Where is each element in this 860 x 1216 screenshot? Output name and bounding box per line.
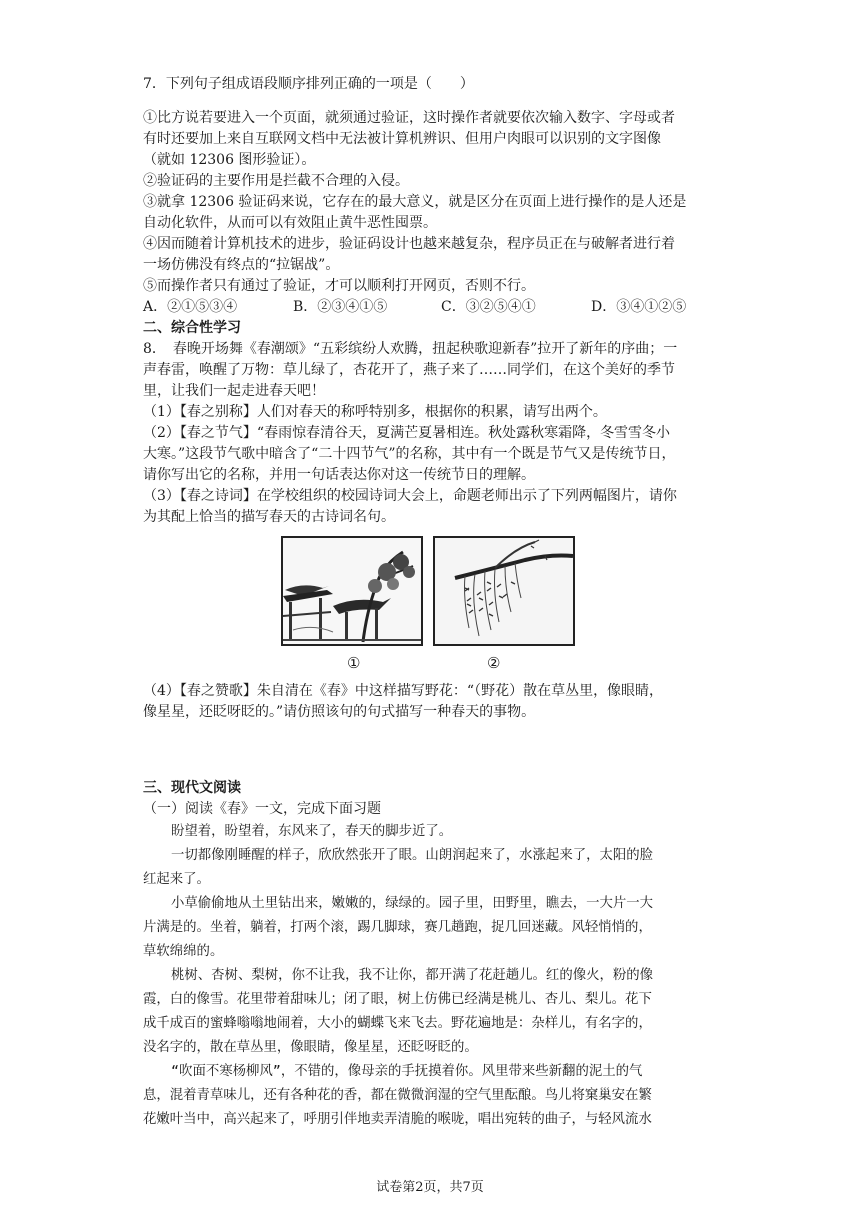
passage-line: 成千成百的蜜蜂嗡嗡地闹着，大小的蝴蝶飞来飞去。野花遍地是：杂样儿，有名字的， xyxy=(143,1016,652,1031)
question-7-title: 7．下列句子组成语段顺序排列正确的一项是（ ） xyxy=(143,76,474,92)
reading-instruction: （一）阅读《春》一文，完成下面习题 xyxy=(143,801,381,817)
q8-line: （1）【春之别称】人们对春天的称呼特别多，根据你的积累，请写出两个。 xyxy=(143,404,607,420)
q7-line: 一场仿佛没有终点的“拉锯战”。 xyxy=(143,257,340,273)
passage-line: 霞，白的像雪。花里带着甜味儿；闭了眼，树上仿佛已经满是桃儿、杏儿、梨儿。花下 xyxy=(143,992,652,1007)
passage-line: 片满是的。坐着，躺着，打两个滚，踢几脚球，赛几趟跑，捉几回迷藏。风轻悄悄的， xyxy=(143,920,652,935)
picture-label-2: ② xyxy=(487,654,501,672)
q8-line: 里，让我们一起走进春天吧！ xyxy=(143,383,325,399)
question-7-body xyxy=(143,108,718,297)
passage-line: 没名字的，散在草丛里，像眼睛，像星星，还眨呀眨的。 xyxy=(143,1040,478,1055)
q7-line: ④因而随着计算机技术的进步，验证码设计也越来越复杂，程序员正在与破解者进行着 xyxy=(143,236,675,252)
option-a: A．②①⑤③④ xyxy=(143,299,238,315)
passage-line: 息，混着青草味儿，还有各种花的香，都在微微润湿的空气里酝酿。鸟儿将窠巢安在繁 xyxy=(143,1088,652,1103)
passage-line: 草软绵绵的。 xyxy=(143,944,224,959)
page-footer: 试卷第2页，共7页 xyxy=(376,1180,484,1195)
q8-4-line: （4）【春之赞歌】朱自清在《春》中这样描写野花：“（野花）散在草丛里，像眼睛， xyxy=(143,683,664,699)
option-d: D．③④①②⑤ xyxy=(591,299,687,315)
passage-line: 小草偷偷地从土里钻出来，嫩嫩的，绿绿的。园子里，田野里，瞧去，一大片一大 xyxy=(171,896,654,911)
section-3-heading: 三、现代文阅读 xyxy=(143,780,241,796)
q7-line: ⑤而操作者只有通过了验证，才可以顺利打开网页，否则不行。 xyxy=(143,278,535,294)
exam-page xyxy=(143,74,718,1132)
question-8-part-4 xyxy=(143,681,718,723)
section-2-heading: 二、综合性学习 xyxy=(143,320,241,336)
q7-line: ②验证码的主要作用是拦截不合理的入侵。 xyxy=(143,173,409,189)
passage-line: 红起来了。 xyxy=(143,872,210,887)
passage-line: “吹面不寒杨柳风”，不错的，像母亲的手抚摸着你。风里带来些新翻的泥土的气 xyxy=(171,1064,643,1079)
q7-line: （就如 12306 图形验证）。 xyxy=(143,152,316,168)
passage-line: 花嫩叶当中，高兴起来了，呼朋引伴地卖弄清脆的喉咙，唱出宛转的曲子，与轻风流水 xyxy=(143,1112,652,1127)
picture-label-1: ① xyxy=(347,654,361,672)
q8-line: （2）【春之节气】“春雨惊春清谷天，夏满芒夏暑相连。秋处露秋寒霜降，冬雪雪冬小 xyxy=(143,425,671,441)
passage-line: 一切都像刚睡醒的样子，欣欣然张开了眼。山朗润起来了，水涨起来了，太阳的脸 xyxy=(171,848,654,863)
passage-line: 盼望着，盼望着，东风来了，春天的脚步近了。 xyxy=(171,824,453,839)
spring-pictures xyxy=(143,536,718,681)
q8-line: （3）【春之诗词】在学校组织的校园诗词大会上，命题老师出示了下列两幅图片，请你 xyxy=(143,488,677,504)
passage-line: 桃树、杏树、梨树，你不让我，我不让你，都开满了花赶趟儿。红的像火，粉的像 xyxy=(171,968,654,983)
q7-line: ③就拿 12306 验证码来说，它存在的最大意义，就是区分在页面上进行操作的是人还是 xyxy=(143,194,687,210)
q8-4-line: 像星星，还眨呀眨的。”请仿照该句的句式描写一种春天的事物。 xyxy=(143,704,536,720)
option-c: C．③②⑤④① xyxy=(441,299,536,315)
q8-line: 8． 春晚开场舞《春潮颂》“五彩缤纷人欢腾，扭起秧歌迎新春”拉开了新年的序曲；一 xyxy=(143,341,678,357)
q7-line: 有时还要加上来自互联网文档中无法被计算机辨识、但用户肉眼可以识别的文字图像 xyxy=(143,131,661,147)
q7-options xyxy=(143,297,718,318)
willow-branch-picture xyxy=(433,536,575,646)
q8-line: 请你写出它的名称，并用一句话表达你对这一传统节日的理解。 xyxy=(143,467,535,483)
q8-line: 声春雷，唤醒了万物：草儿绿了，杏花开了，燕子来了……同学们，在这个美好的季节 xyxy=(143,362,675,378)
q7-line: ①比方说若要进入一个页面，就须通过验证，这时操作者就要依次输入数字、字母或者 xyxy=(143,110,675,126)
reading-passage xyxy=(143,820,718,1132)
q7-line: 自动化软件，从而可以有效阻止黄牛恶性囤票。 xyxy=(143,215,437,231)
q8-line: 大寒。”这段节气歌中暗含了“二十四节气”的名称，其中有一个既是节气又是传统节日， xyxy=(143,446,676,462)
q8-line: 为其配上恰当的描写春天的古诗词名句。 xyxy=(143,509,395,525)
question-8-body xyxy=(143,339,718,528)
option-b: B．②③④①⑤ xyxy=(293,299,388,315)
pavilion-tree-picture xyxy=(281,536,423,646)
